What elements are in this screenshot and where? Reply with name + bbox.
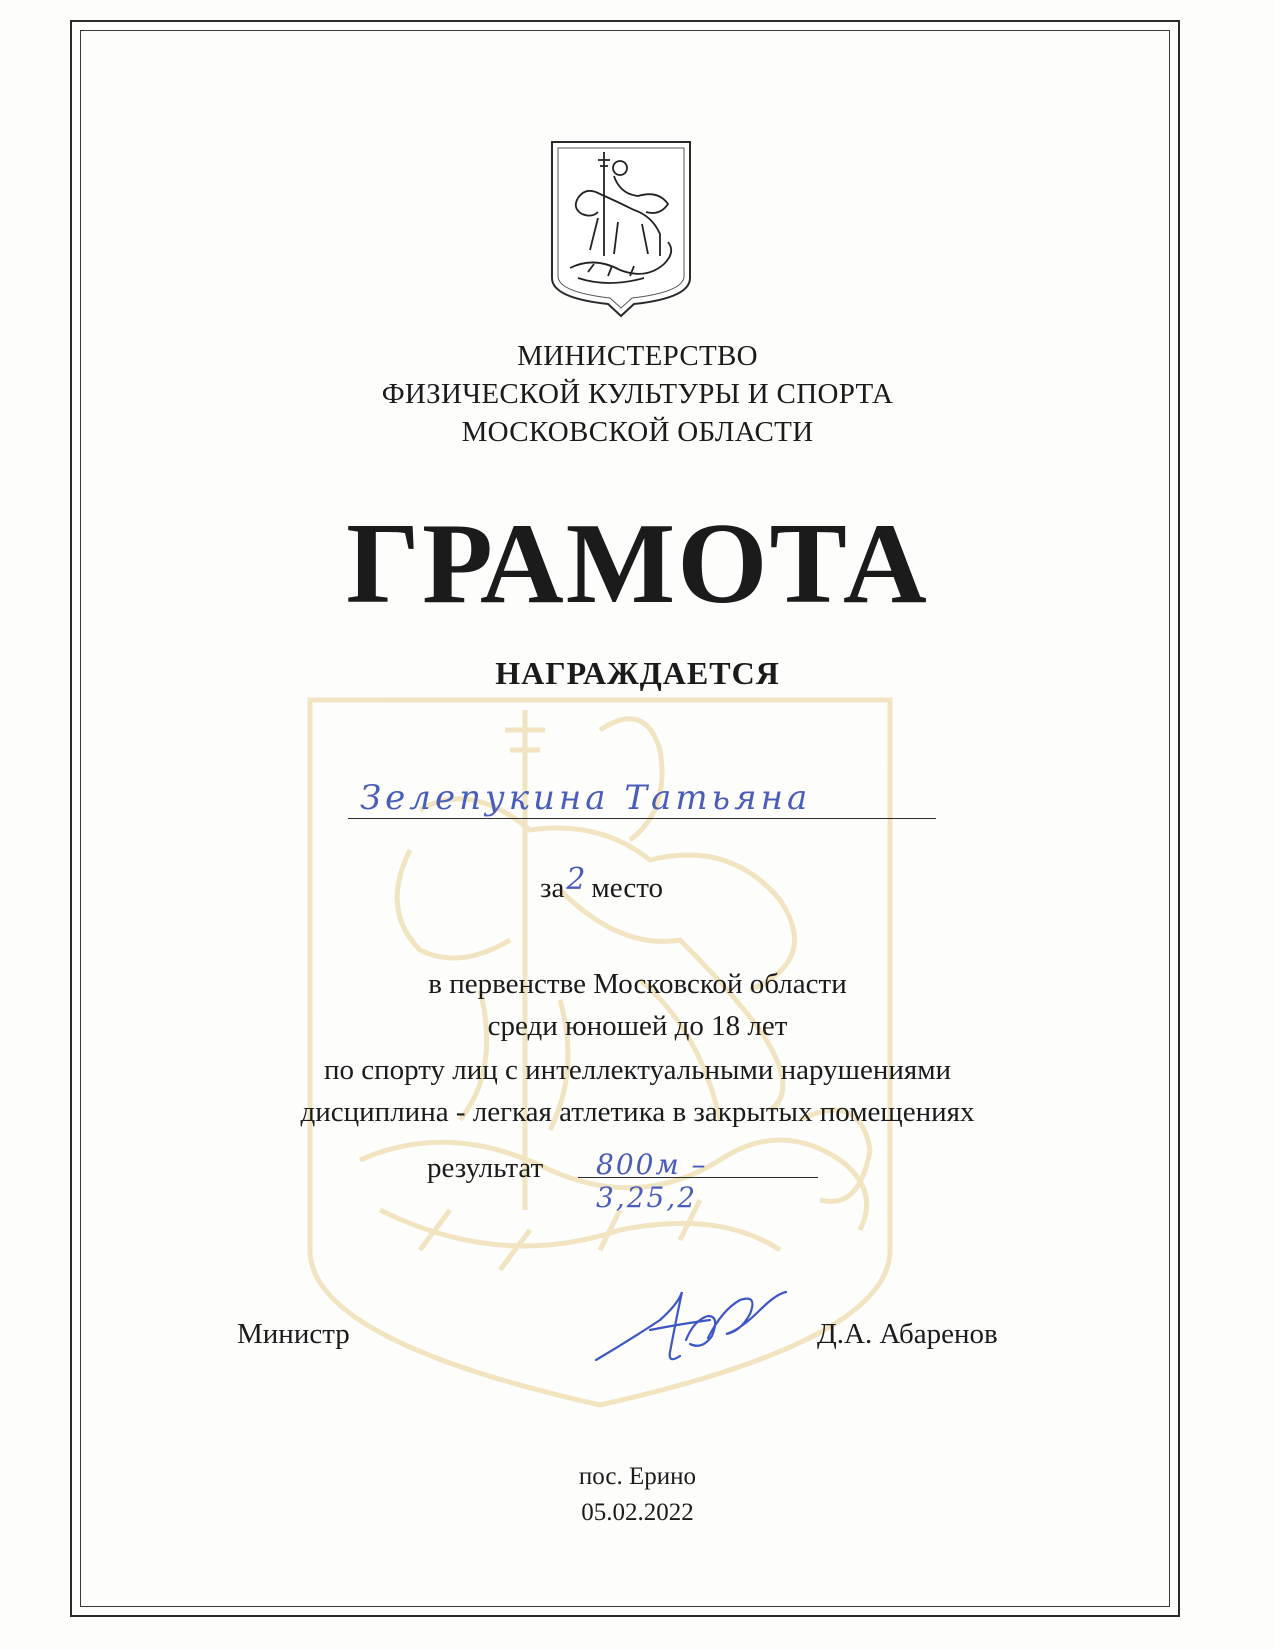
ministry-name-line-1: МИНИСТЕРСТВО bbox=[517, 340, 758, 372]
moscow-oblast-coat-of-arms-icon bbox=[548, 138, 694, 318]
document-title: ГРАМОТА bbox=[346, 500, 929, 628]
ministry-name-line-2: ФИЗИЧЕСКОЙ КУЛЬТУРЫ И СПОРТА bbox=[381, 378, 894, 410]
awarded-label: НАГРАЖДАЕТСЯ bbox=[495, 655, 780, 691]
place-prefix: за bbox=[540, 872, 565, 904]
ministry-name-line-3: МОСКОВСКОЙ ОБЛАСТИ bbox=[461, 416, 814, 448]
signatory-title: Министр bbox=[237, 1318, 350, 1350]
footer-date: 05.02.2022 bbox=[581, 1499, 694, 1526]
result-label: результат bbox=[427, 1152, 544, 1184]
place-row bbox=[540, 862, 664, 905]
footer-location: пос. Ерино bbox=[578, 1463, 697, 1490]
name-underline bbox=[348, 818, 936, 819]
place-suffix: место bbox=[591, 872, 664, 904]
result-value: 800м – 3,25,2 bbox=[578, 1148, 818, 1178]
description-line-1: в первенстве Московской области bbox=[428, 968, 847, 1000]
place-value: 2 bbox=[566, 862, 586, 897]
description-line-2: среди юношей до 18 лет bbox=[487, 1010, 788, 1042]
recipient-name: Зелепукина Татьяна bbox=[360, 778, 812, 818]
description-line-4: дисциплина - легкая атлетика в закрытых помещениях bbox=[300, 1096, 975, 1128]
signature-icon bbox=[590, 1280, 790, 1370]
description-line-3: по спорту лиц с интеллектуальными нарушениями bbox=[323, 1054, 952, 1086]
signatory-name: Д.А. Абаренов bbox=[817, 1318, 998, 1350]
